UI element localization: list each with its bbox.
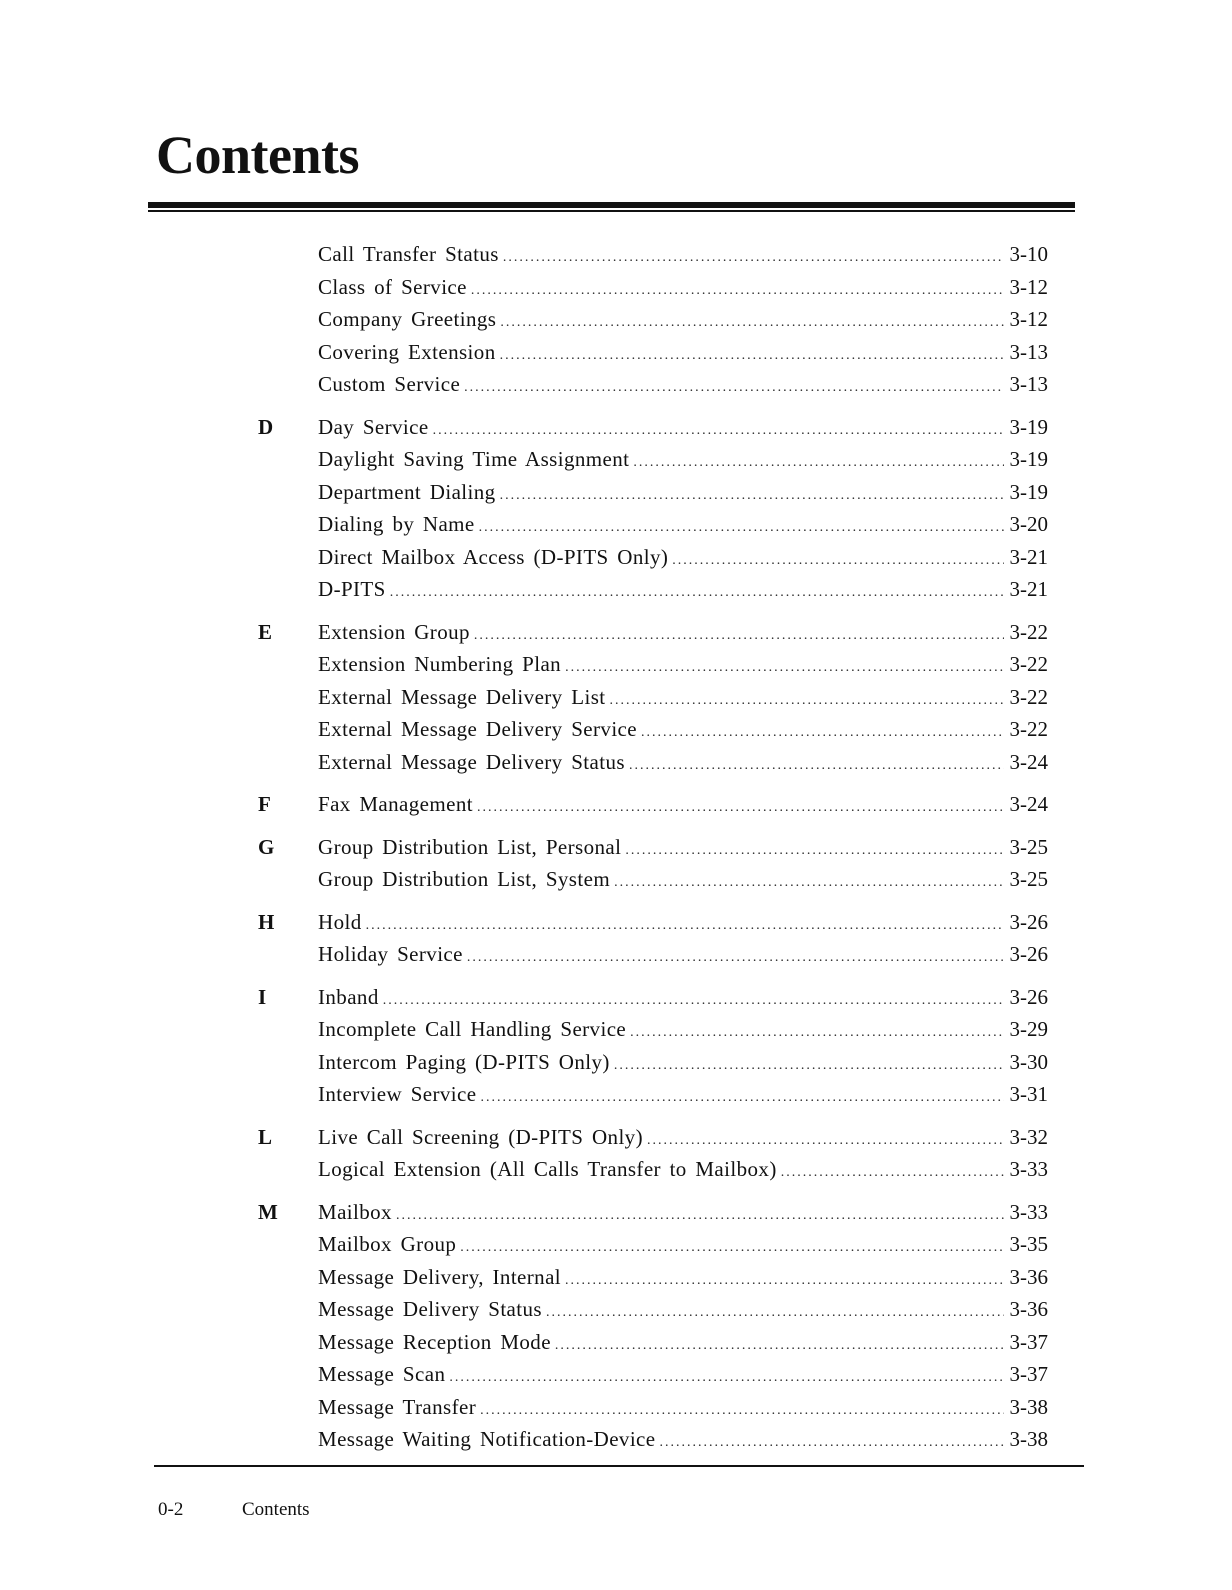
dot-leader	[477, 792, 1004, 825]
toc-entry-label: Message Transfer	[318, 1394, 477, 1419]
toc-entry-label: Department Dialing	[318, 479, 496, 504]
toc-entry-label: Mailbox Group	[318, 1232, 457, 1256]
toc-entry	[318, 1121, 1048, 1154]
toc-entry-label: External Message Delivery Service	[318, 717, 637, 741]
toc-entry	[318, 906, 1048, 939]
toc-entry-page: 3-19	[1009, 414, 1048, 439]
toc-group	[258, 1121, 1048, 1186]
toc-entry-label: Call Transfer Status	[318, 242, 499, 266]
toc-entry	[318, 1228, 1048, 1261]
dot-leader	[641, 717, 1004, 750]
toc-entry-label: Extension Group	[318, 619, 470, 644]
toc-entry-page: 3-26	[1009, 984, 1048, 1009]
toc-entry-label: Extension Numbering Plan	[318, 652, 562, 676]
section-letter: E	[258, 619, 273, 644]
toc-entry	[318, 1358, 1048, 1391]
toc-entry	[318, 1013, 1048, 1046]
toc-entry-label: Incomplete Call Handling Service	[318, 1017, 627, 1041]
toc-entry-page: 3-13	[1009, 339, 1048, 364]
toc-entry	[318, 788, 1048, 821]
toc-entry-page: 3-22	[1009, 717, 1048, 741]
section-letter: F	[258, 792, 271, 816]
dot-leader	[500, 307, 1003, 340]
toc-entry	[318, 573, 1048, 606]
toc-entry-page: 3-22	[1009, 619, 1048, 644]
toc-entry	[318, 1196, 1048, 1229]
dot-leader	[464, 372, 1003, 405]
toc-entry-page: 3-19	[1009, 479, 1048, 504]
toc-entry-page: 3-12	[1009, 274, 1048, 299]
footer-page-number: 0-2	[158, 1499, 184, 1520]
toc-entry	[318, 1261, 1048, 1294]
toc-entry-label: Covering Extension	[318, 339, 496, 364]
dot-leader	[500, 480, 1004, 513]
toc-entry-page: 3-24	[1009, 792, 1048, 816]
toc-entry-page: 3-38	[1009, 1394, 1048, 1419]
page-title: Contents	[156, 125, 360, 185]
toc-entry	[318, 508, 1048, 541]
toc-entry-page: 3-21	[1009, 544, 1048, 569]
toc-entry-label: Logical Extension (All Calls Transfer to Mailbox)	[318, 1157, 777, 1181]
toc-group	[258, 616, 1048, 779]
dot-leader	[660, 1427, 1004, 1460]
toc-entry-label: Message Delivery Status	[318, 1297, 542, 1321]
toc-entry	[318, 681, 1048, 714]
toc-entry-label: Company Greetings	[318, 307, 497, 331]
toc-entry-page: 3-29	[1009, 1017, 1048, 1041]
toc-entry	[318, 1391, 1048, 1424]
toc-entry-label: Day Service	[318, 414, 429, 439]
toc-entry	[318, 1046, 1048, 1079]
toc-entry	[318, 368, 1048, 401]
section-letter: G	[258, 834, 275, 859]
toc-entry	[318, 443, 1048, 476]
toc-entry-label: Message Waiting Notification-Device	[318, 1427, 656, 1451]
dot-leader	[546, 1297, 1004, 1330]
dot-leader	[503, 242, 1004, 275]
toc-entry-page: 3-37	[1009, 1329, 1048, 1354]
toc-entry-page: 3-12	[1009, 307, 1048, 331]
toc-entry-label: Live Call Screening (D-PITS Only)	[318, 1124, 643, 1149]
dot-leader	[471, 275, 1004, 308]
toc-entry-label: External Message Delivery Status	[318, 749, 625, 774]
toc-entry-page: 3-33	[1009, 1199, 1048, 1224]
toc-entry	[318, 1078, 1048, 1111]
toc-entry	[318, 713, 1048, 746]
dot-leader	[565, 1265, 1003, 1298]
dot-leader	[625, 835, 1003, 868]
toc-entry-label: Message Delivery, Internal	[318, 1264, 562, 1289]
toc-entry-page: 3-24	[1009, 749, 1048, 774]
toc-entry-page: 3-33	[1009, 1157, 1048, 1181]
toc-entry-page: 3-26	[1009, 909, 1048, 934]
toc-entry	[318, 476, 1048, 509]
toc-entry-page: 3-25	[1009, 867, 1048, 891]
section-letter: M	[258, 1199, 278, 1224]
toc-entry-label: Group Distribution List, Personal	[318, 834, 622, 859]
toc-entry	[318, 1293, 1048, 1326]
toc-group	[258, 981, 1048, 1111]
toc-entry-page: 3-31	[1009, 1082, 1048, 1106]
section-letter: L	[258, 1124, 273, 1149]
toc-entry	[318, 541, 1048, 574]
dot-leader	[500, 340, 1004, 373]
toc-entry	[318, 238, 1048, 271]
dot-leader	[610, 685, 1004, 718]
toc-entry	[318, 336, 1048, 369]
toc-entry-page: 3-30	[1009, 1049, 1048, 1074]
toc-entry-label: Message Scan	[318, 1362, 446, 1386]
toc-entry	[318, 746, 1048, 779]
toc-entry	[318, 981, 1048, 1014]
toc-entry-page: 3-38	[1009, 1427, 1048, 1451]
toc-entry-page: 3-13	[1009, 372, 1048, 396]
toc-entry-label: Direct Mailbox Access (D-PITS Only)	[318, 544, 669, 569]
toc-group	[258, 831, 1048, 896]
toc-entry-label: Intercom Paging (D-PITS Only)	[318, 1049, 610, 1074]
dot-leader	[672, 545, 1003, 578]
section-letter: H	[258, 909, 275, 934]
toc-entry-page: 3-10	[1009, 242, 1048, 266]
toc-entry-label: Dialing by Name	[318, 512, 475, 536]
toc-entry	[318, 863, 1048, 896]
dot-leader	[630, 1017, 1003, 1050]
toc-group	[258, 1196, 1048, 1456]
toc-entry-page: 3-19	[1009, 447, 1048, 471]
toc-entry	[318, 411, 1048, 444]
dot-leader	[614, 1050, 1004, 1083]
dot-leader	[390, 577, 1004, 610]
toc-entry-label: Message Reception Mode	[318, 1329, 551, 1354]
toc-entry-page: 3-35	[1009, 1232, 1048, 1256]
table-of-contents	[258, 238, 1048, 1466]
toc-entry-label: D-PITS	[318, 577, 386, 601]
toc-group	[258, 906, 1048, 971]
footer-section-title: Contents	[242, 1499, 310, 1520]
toc-entry	[318, 616, 1048, 649]
dot-leader	[467, 942, 1004, 975]
toc-entry-page: 3-26	[1009, 942, 1048, 966]
toc-entry-label: Hold	[318, 909, 362, 934]
toc-group	[258, 411, 1048, 606]
toc-entry-page: 3-36	[1009, 1264, 1048, 1289]
toc-entry	[318, 938, 1048, 971]
title-rule-thin	[148, 210, 1075, 212]
dot-leader	[565, 652, 1003, 685]
toc-entry	[318, 271, 1048, 304]
toc-entry-page: 3-25	[1009, 834, 1048, 859]
toc-entry	[318, 831, 1048, 864]
toc-group	[258, 238, 1048, 401]
toc-entry	[318, 1153, 1048, 1186]
toc-entry-page: 3-37	[1009, 1362, 1048, 1386]
dot-leader	[629, 750, 1004, 783]
toc-entry	[318, 1423, 1048, 1456]
toc-entry-label: Inband	[318, 984, 379, 1009]
section-letter: D	[258, 414, 274, 439]
toc-entry-label: External Message Delivery List	[318, 684, 606, 709]
title-rule-thick	[148, 202, 1075, 208]
dot-leader	[480, 1082, 1003, 1115]
toc-entry-label: Interview Service	[318, 1082, 477, 1106]
toc-group	[258, 788, 1048, 821]
toc-entry-label: Group Distribution List, System	[318, 867, 611, 891]
toc-entry-page: 3-21	[1009, 577, 1048, 601]
dot-leader	[781, 1157, 1004, 1190]
footer-rule	[154, 1465, 1084, 1467]
toc-entry-label: Daylight Saving Time Assignment	[318, 447, 630, 471]
toc-entry	[318, 648, 1048, 681]
section-letter: I	[258, 984, 267, 1009]
toc-entry	[318, 303, 1048, 336]
toc-entry-label: Fax Management	[318, 792, 473, 816]
toc-entry-page: 3-20	[1009, 512, 1048, 536]
dot-leader	[396, 1200, 1004, 1233]
toc-entry-label: Class of Service	[318, 274, 467, 299]
toc-entry-label: Custom Service	[318, 372, 461, 396]
toc-entry-page: 3-22	[1009, 652, 1048, 676]
dot-leader	[633, 447, 1003, 480]
toc-entry-page: 3-36	[1009, 1297, 1048, 1321]
toc-entry-label: Holiday Service	[318, 942, 463, 966]
toc-entry-page: 3-22	[1009, 684, 1048, 709]
dot-leader	[614, 867, 1003, 900]
dot-leader	[449, 1362, 1003, 1395]
dot-leader	[555, 1330, 1004, 1363]
toc-entry-label: Mailbox	[318, 1199, 392, 1224]
toc-entry-page: 3-32	[1009, 1124, 1048, 1149]
toc-entry	[318, 1326, 1048, 1359]
